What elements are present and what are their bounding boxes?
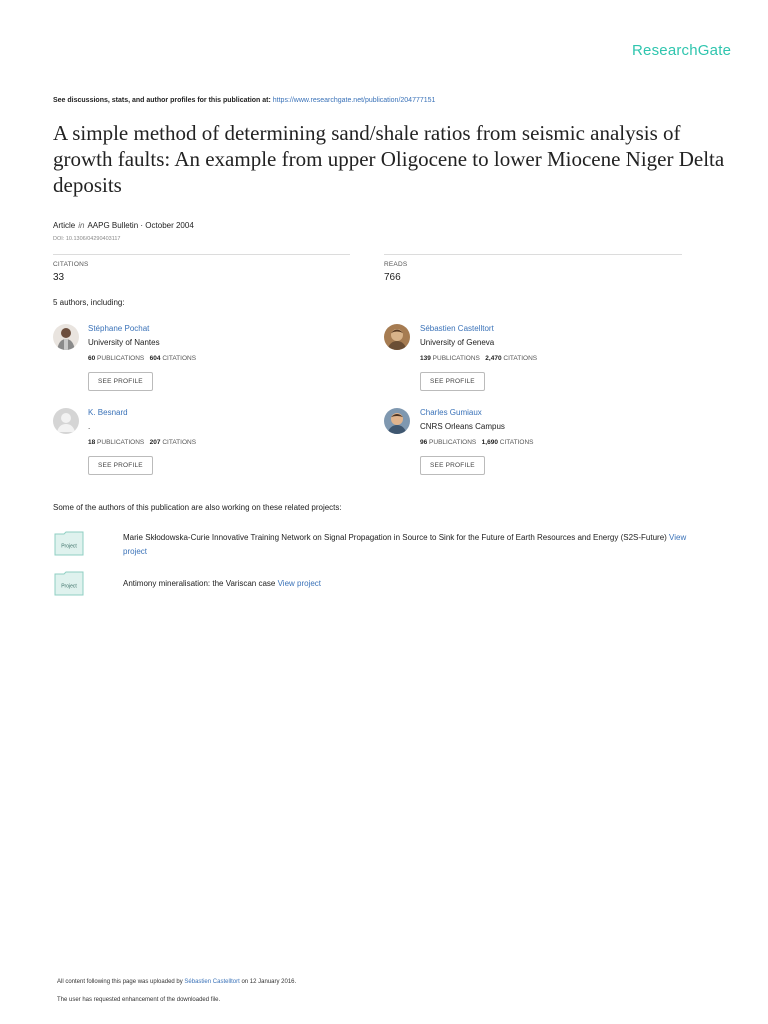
project-item bbox=[123, 531, 713, 559]
project-title: Marie Skłodowska-Curie Innovative Training Network on Signal Propagation in Source to Sink for the Future of Earth Resources and Energy (S2S-Future) bbox=[123, 533, 670, 542]
author-name[interactable]: K. Besnard bbox=[88, 408, 128, 417]
publications-label: PUBLICATIONS bbox=[429, 439, 477, 446]
publications-label: PUBLICATIONS bbox=[432, 355, 480, 362]
author-photo-icon bbox=[384, 324, 410, 350]
citations-count: 1,690 bbox=[481, 439, 498, 446]
see-profile-button[interactable]: SEE PROFILE bbox=[420, 456, 485, 475]
author-avatar[interactable] bbox=[384, 324, 410, 350]
citations-count: 33 bbox=[53, 272, 65, 283]
author-photo-icon bbox=[384, 408, 410, 434]
intro-line bbox=[53, 97, 435, 104]
upload-prefix: All content following this page was uploaded by bbox=[57, 979, 185, 985]
publication-link[interactable]: https://www.researchgate.net/publication/204777151 bbox=[272, 97, 436, 104]
citations-label: CITATIONS bbox=[503, 355, 538, 362]
publications-count: 96 bbox=[420, 439, 428, 446]
citations-count: 207 bbox=[149, 439, 161, 446]
citations-count: 604 bbox=[149, 355, 161, 362]
citations-label: CITATIONS bbox=[499, 439, 534, 446]
citations-count: 2,470 bbox=[485, 355, 502, 362]
default-avatar-icon bbox=[53, 408, 79, 434]
view-project-link-continued[interactable]: project bbox=[123, 547, 148, 556]
project-folder-icon bbox=[54, 531, 84, 556]
project-icon-label: Project bbox=[61, 543, 77, 550]
citations-divider bbox=[53, 254, 350, 255]
see-profile-button[interactable]: SEE PROFILE bbox=[420, 372, 485, 391]
author-avatar[interactable] bbox=[384, 408, 410, 434]
publications-label: PUBLICATIONS bbox=[97, 439, 145, 446]
article-type: Article bbox=[53, 221, 76, 230]
article-date: · October 2004 bbox=[140, 221, 194, 230]
author-institution: University of Geneva bbox=[420, 338, 495, 347]
in-word: in bbox=[78, 221, 85, 230]
author-avatar[interactable] bbox=[53, 324, 79, 350]
reads-divider bbox=[384, 254, 682, 255]
author-photo-icon bbox=[53, 324, 79, 350]
citations-label: CITATIONS bbox=[162, 439, 197, 446]
author-stats bbox=[420, 355, 537, 362]
article-meta bbox=[53, 221, 194, 230]
see-profile-button[interactable]: SEE PROFILE bbox=[88, 456, 153, 475]
uploader-link[interactable]: Sébastien Castelltort bbox=[184, 979, 240, 985]
author-name[interactable]: Charles Gumiaux bbox=[420, 408, 482, 417]
see-profile-button[interactable]: SEE PROFILE bbox=[88, 372, 153, 391]
project-icon-label: Project bbox=[61, 583, 77, 590]
doi: DOI: 10.1306/04290403117 bbox=[53, 236, 121, 242]
researchgate-logo[interactable]: ResearchGate bbox=[632, 42, 732, 59]
publications-count: 139 bbox=[420, 355, 431, 362]
author-avatar[interactable] bbox=[53, 408, 79, 434]
author-stats bbox=[88, 439, 196, 446]
upload-note bbox=[57, 979, 296, 985]
reads-count: 766 bbox=[384, 272, 401, 283]
enhancement-note: The user has requested enhancement of the downloaded file. bbox=[57, 997, 221, 1003]
author-institution: University of Nantes bbox=[88, 338, 160, 347]
author-institution: CNRS Orleans Campus bbox=[420, 422, 505, 431]
project-title: Antimony mineralisation: the Variscan case bbox=[123, 579, 278, 588]
author-name[interactable]: Stéphane Pochat bbox=[88, 324, 150, 333]
view-project-link[interactable]: View bbox=[669, 533, 687, 542]
citations-label: CITATIONS bbox=[162, 355, 197, 362]
author-name[interactable]: Sébastien Castelltort bbox=[420, 324, 494, 333]
publications-label: PUBLICATIONS bbox=[97, 355, 145, 362]
citations-label: CITATIONS bbox=[53, 261, 89, 268]
view-project-link[interactable]: View project bbox=[277, 579, 322, 588]
upload-suffix: on 12 January 2016. bbox=[239, 979, 297, 985]
author-institution: . bbox=[88, 422, 91, 431]
reads-label: READS bbox=[384, 261, 408, 268]
author-stats bbox=[420, 439, 533, 446]
author-stats bbox=[88, 355, 196, 362]
publications-count: 18 bbox=[88, 439, 96, 446]
related-projects-heading: Some of the authors of this publication are also working on these related projects: bbox=[53, 503, 342, 512]
project-folder-icon bbox=[54, 571, 84, 596]
project-item bbox=[123, 577, 713, 591]
intro-text: See discussions, stats, and author profiles for this publication at: bbox=[53, 97, 273, 104]
article-title: A simple method of determining sand/shale ratios from seismic analysis of growth faults: An example from upper Oligocene to lower Miocene Niger Delta deposits bbox=[53, 121, 725, 197]
authors-heading: 5 authors, including: bbox=[53, 298, 125, 307]
publications-count: 60 bbox=[88, 355, 96, 362]
journal-name: AAPG Bulletin bbox=[87, 221, 139, 230]
